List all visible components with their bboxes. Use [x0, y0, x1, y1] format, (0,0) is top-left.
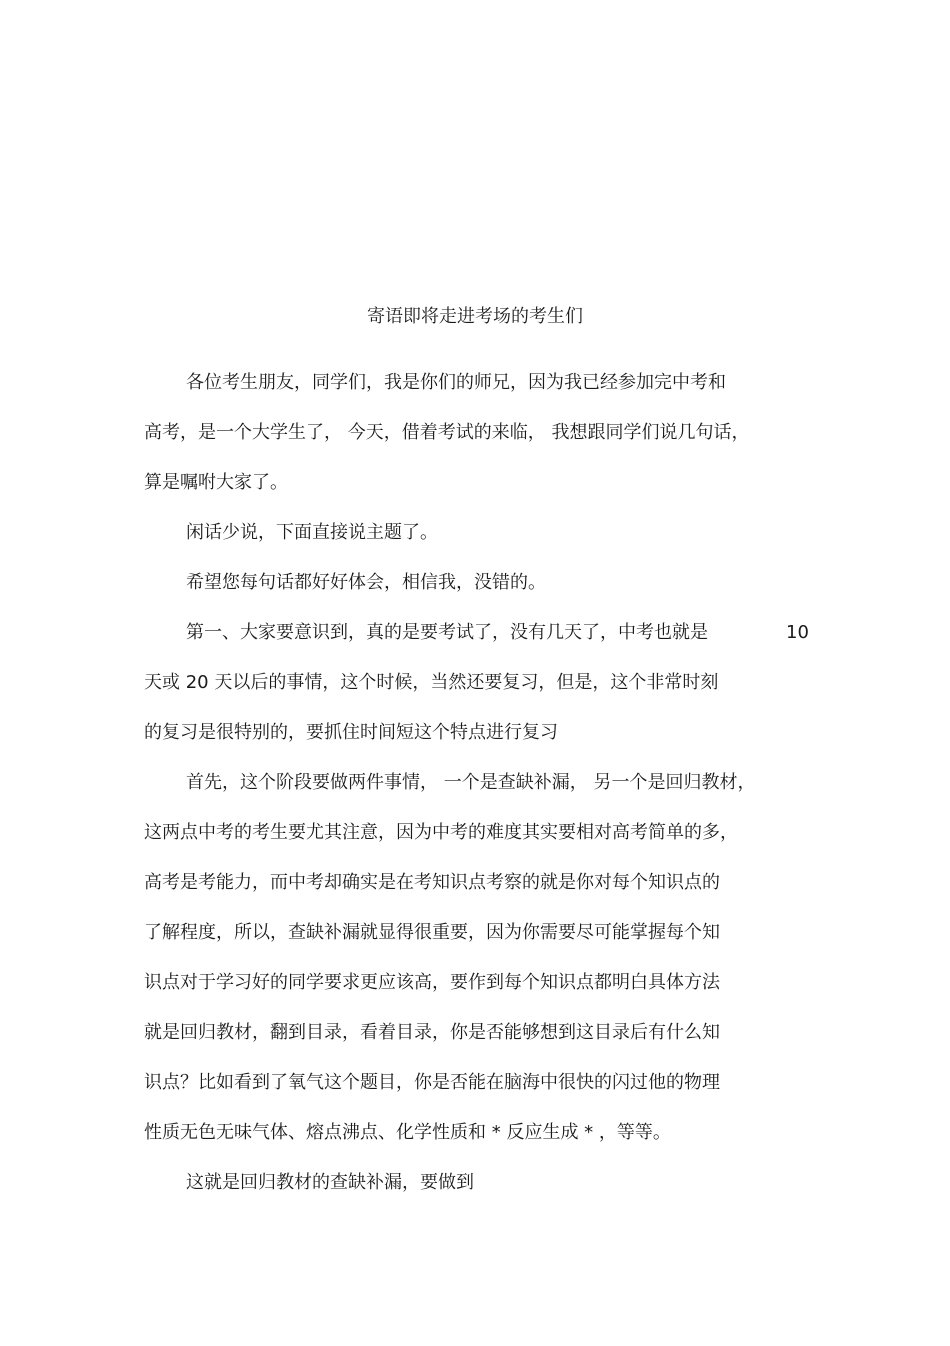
- paragraph-line: 了解程度，所以，查缺补漏就显得很重要，因为你需要尽可能掌握每个知: [144, 922, 720, 943]
- paragraph-line: 性质无色无味气体、熔点沸点、化学性质和 * 反应生成 * ，等等。: [144, 1122, 671, 1143]
- paragraph-line: 闲话少说，下面直接说主题了。: [186, 522, 438, 543]
- paragraph-line: 算是嘱咐大家了。: [144, 472, 288, 493]
- paragraph-line: 识点？比如看到了氧气这个题目，你是否能在脑海中很快的闪过他的物理: [144, 1072, 720, 1093]
- paragraph-line: 第一、大家要意识到，真的是要考试了，没有几天了，中考也就是: [186, 622, 708, 643]
- paragraph-line: 天或 20 天以后的事情，这个时候，当然还要复习，但是，这个非常时刻: [144, 672, 719, 693]
- paragraph-line: 就是回归教材，翻到目录，看着目录，你是否能够想到这目录后有什么知: [144, 1022, 720, 1043]
- document-title: 寄语即将走进考场的考生们: [367, 306, 583, 327]
- paragraph-line: 高考是考能力，而中考却确实是在考知识点考察的就是你对每个知识点的: [144, 872, 720, 893]
- paragraph-line: 各位考生朋友，同学们，我是你们的师兄，因为我已经参加完中考和: [186, 372, 726, 393]
- paragraph-line: 这两点中考的考生要尤其注意，因为中考的难度其实要相对高考简单的多，: [144, 822, 738, 843]
- paragraph-line: 这就是回归教材的查缺补漏，要做到: [186, 1172, 474, 1193]
- paragraph-line: 高考，是一个大学生了， 今天，借着考试的来临， 我想跟同学们说几句话，: [144, 422, 750, 443]
- paragraph-line: 首先，这个阶段要做两件事情， 一个是查缺补漏， 另一个是回归教材，: [186, 772, 756, 793]
- paragraph-line: 识点对于学习好的同学要求更应该高，要作到每个知识点都明白具体方法: [144, 972, 720, 993]
- paragraph-line: 希望您每句话都好好体会，相信我，没错的。: [186, 572, 546, 593]
- paragraph-number: 10: [786, 622, 809, 643]
- paragraph-line: 的复习是很特别的，要抓住时间短这个特点进行复习: [144, 722, 558, 743]
